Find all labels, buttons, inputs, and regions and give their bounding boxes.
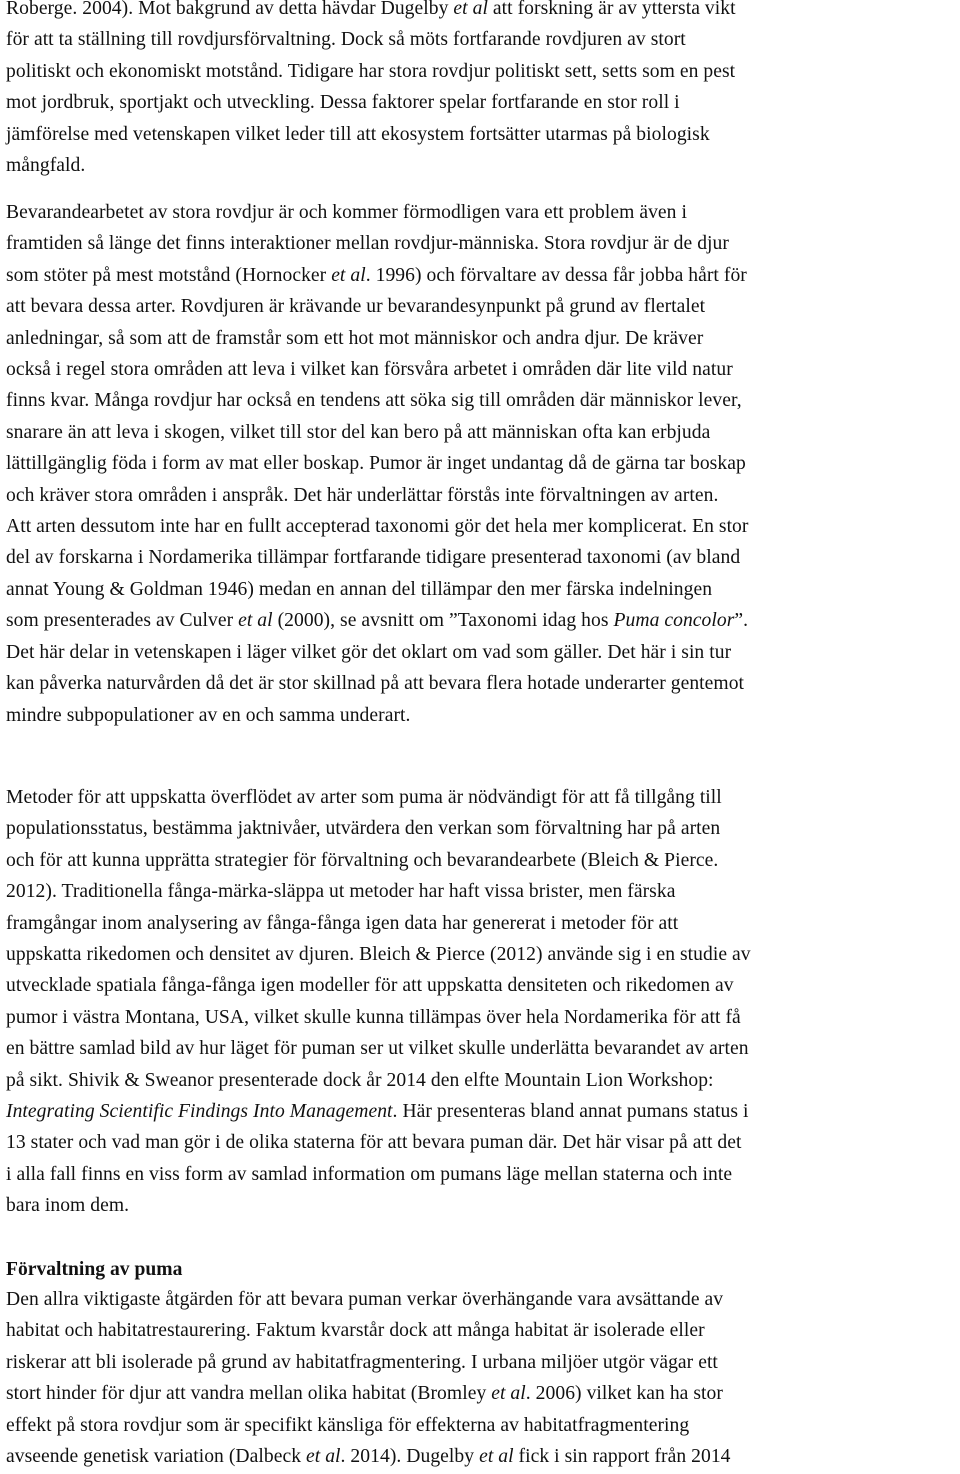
- text-line: [6, 1378, 731, 1409]
- text-line: [6, 908, 751, 939]
- italic-text: et al: [238, 610, 273, 632]
- text-line: [6, 1190, 751, 1221]
- italic-text: et al: [306, 1446, 341, 1468]
- text-line: [6, 782, 751, 813]
- section-heading: Förvaltning av puma: [6, 1259, 183, 1280]
- text-run: i alla fall finns en viss form av samlad information om pumans läge mellan staterna och inte: [6, 1163, 733, 1185]
- text-run: Roberge. 2004). Mot bakgrund av detta hävdar Dugelby: [6, 0, 454, 19]
- italic-text: et al: [479, 1446, 514, 1468]
- section-paragraph: [6, 1284, 731, 1472]
- text-line: [6, 1002, 751, 1033]
- text-run: anledningar, så som att de framstår som ett hot mot människor och andra djur. De kräver: [6, 327, 704, 349]
- text-line: [6, 0, 736, 24]
- italic-text: Integrating Scientific Findings Into Management: [6, 1101, 393, 1123]
- text-line: [6, 228, 748, 259]
- text-line: [6, 700, 748, 731]
- text-run: (2000), se avsnitt om ”Taxonomi idag hos: [272, 610, 614, 632]
- text-run: bara inom dem.: [6, 1195, 130, 1217]
- text-line: [6, 480, 748, 511]
- text-line: [6, 637, 748, 668]
- text-run: . 2014). Dugelby: [340, 1446, 480, 1468]
- italic-text: Puma concolor: [613, 610, 735, 632]
- text-line: [6, 24, 736, 55]
- text-line: [6, 1410, 731, 1441]
- paragraph-3: [6, 782, 751, 1222]
- text-line: [6, 323, 748, 354]
- text-run: snarare än att leva i skogen, vilket till stor del kan bero på att människan ofta kan erbjuda: [6, 421, 711, 443]
- text-run: . 1996) och förvaltare av dessa får jobba hårt för: [365, 264, 747, 286]
- text-run: utvecklade spatiala fånga-fånga igen modeller för att uppskatta densiteten och rikedomen av: [6, 975, 734, 997]
- text-line: [6, 845, 751, 876]
- text-run: finns kvar. Många rovdjur har också en tendens att söka sig till områden där människor lever,: [6, 390, 742, 412]
- text-run: politiskt och ekonomiskt motstånd. Tidigare har stora rovdjur politiskt sett, setts som en pest: [6, 60, 736, 82]
- text-line: [6, 1284, 731, 1315]
- italic-text: et al: [491, 1383, 526, 1405]
- text-run: som stöter på mest motstånd (Hornocker: [6, 264, 332, 286]
- text-line: [6, 1441, 731, 1472]
- text-run: och kräver stora områden i anspråk. Det här underlättar förstås inte förvaltningen av arten.: [6, 484, 719, 506]
- text-run: Att arten dessutom inte har en fullt accepterad taxonomi gör det hela mer komplicerat. En stor: [6, 516, 749, 538]
- text-run: framtiden så länge det finns interaktioner mellan rovdjur-människa. Stora rovdjur är de djur: [6, 233, 729, 255]
- text-run: kan påverka naturvården då det är stor skillnad på att bevara flera hotade underarter gentemot: [6, 673, 745, 695]
- text-line: [6, 87, 736, 118]
- text-run: fick i sin rapport från 2014: [513, 1446, 731, 1468]
- text-run: på sikt. Shivik & Sweanor presenterade dock år 2014 den elfte Mountain Lion Workshop:: [6, 1069, 714, 1091]
- text-run: effekt på stora rovdjur som är specifikt känsliga för effekterna av habitatfragmentering: [6, 1414, 690, 1436]
- text-line: [6, 417, 748, 448]
- text-line: [6, 542, 748, 573]
- text-line: [6, 939, 751, 970]
- text-line: [6, 260, 748, 291]
- text-run: Bevarandearbetet av stora rovdjur är och kommer förmodligen vara ett problem även i: [6, 202, 687, 223]
- italic-text: et al: [453, 0, 488, 19]
- text-run: riskerar att bli isolerade på grund av habitatfragmentering. I urbana miljöer utgör vägar ett: [6, 1351, 718, 1373]
- text-run: att forskning är av yttersta vikt: [487, 0, 736, 19]
- text-line: [6, 56, 736, 87]
- text-run: att bevara dessa arter. Rovdjuren är krävande ur bevarandesynpunkt på grund av flertalet: [6, 296, 706, 318]
- text-line: [6, 119, 736, 150]
- text-line: [6, 1347, 731, 1378]
- text-run: lättillgänglig föda i form av mat eller boskap. Pumor är inget undantag då de gärna tar boskap: [6, 453, 746, 475]
- text-run: populationsstatus, bestämma jaktnivåer, utvärdera den verkan som förvaltning har på arten: [6, 818, 721, 840]
- text-line: [6, 605, 748, 636]
- text-run: uppskatta rikedomen och densitet av djuren. Bleich & Pierce (2012) använde sig i en studie av: [6, 944, 751, 966]
- text-line: [6, 1315, 731, 1346]
- text-line: [6, 291, 748, 322]
- paragraph-2: [6, 197, 748, 731]
- text-line: [6, 1127, 751, 1158]
- text-line: [6, 1159, 751, 1190]
- text-line: [6, 448, 748, 479]
- text-run: . 2006) vilket kan ha stor: [525, 1383, 723, 1405]
- text-run: mindre subpopulationer av en och samma underart.: [6, 704, 411, 726]
- text-line: [6, 970, 751, 1001]
- text-line: [6, 813, 751, 844]
- text-line: [6, 574, 748, 605]
- text-run: . Här presenteras bland annat pumans status i: [392, 1101, 749, 1123]
- paragraph-1: [6, 0, 736, 181]
- text-run: 13 stater och vad man gör i de olika staterna för att bevara puman där. Det här visar på att det: [6, 1132, 742, 1154]
- text-line: [6, 150, 736, 181]
- text-run: mångfald.: [6, 155, 86, 177]
- text-run: mot jordbruk, sportjakt och utveckling. Dessa faktorer spelar fortfarande en stor roll i: [6, 92, 680, 114]
- italic-text: et al: [331, 264, 366, 286]
- text-run: del av forskarna i Nordamerika tillämpar fortfarande tidigare presenterad taxonomi (av bland: [6, 547, 741, 569]
- text-run: stort hinder för djur att vandra mellan olika habitat (Bromley: [6, 1383, 492, 1405]
- text-run: avseende genetisk variation (Dalbeck: [6, 1446, 306, 1468]
- text-run: ”.: [734, 610, 749, 632]
- text-run: jämförelse med vetenskapen vilket leder till att ekosystem fortsätter utarmas på biologisk: [6, 123, 710, 145]
- text-line: [6, 197, 748, 228]
- text-run: som presenterades av Culver: [6, 610, 239, 632]
- text-line: [6, 1065, 751, 1096]
- text-run: framgångar inom analysering av fånga-fånga igen data har genererat i metoder för att: [6, 912, 679, 934]
- text-line: [6, 668, 748, 699]
- text-line: [6, 1096, 751, 1127]
- text-line: [6, 876, 751, 907]
- text-run: pumor i västra Montana, USA, vilket skulle kunna tillämpas över hela Nordamerika för att få: [6, 1006, 741, 1028]
- text-run: annat Young & Goldman 1946) medan en annan del tillämpar den mer färska indelningen: [6, 578, 713, 600]
- text-run: Metoder för att uppskatta överflödet av arter som puma är nödvändigt för att få tillgång till: [6, 787, 722, 808]
- text-line: [6, 1033, 751, 1064]
- text-run: och för att kunna upprätta strategier för förvaltning och bevarandearbete (Bleich & Pierce.: [6, 849, 719, 871]
- text-run: en bättre samlad bild av hur läget för puman ser ut vilket skulle underlätta bevarandet av arten: [6, 1038, 749, 1060]
- text-line: [6, 354, 748, 385]
- text-run: Den allra viktigaste åtgärden för att bevara puman verkar överhängande vara avsättande av: [6, 1289, 724, 1310]
- text-run: också i regel stora områden att leva i vilket kan försvåra arbetet i områden där lite vild natur: [6, 359, 733, 381]
- text-run: habitat och habitatrestaurering. Faktum kvarstår dock att många habitat är isolerade eller: [6, 1320, 705, 1342]
- text-line: [6, 385, 748, 416]
- text-run: Det här delar in vetenskapen i läger vilket gör det oklart om vad som gäller. Det här i sin tur: [6, 641, 732, 663]
- text-run: 2012). Traditionella fånga-märka-släppa ut metoder har haft vissa brister, men färska: [6, 881, 676, 903]
- text-line: [6, 511, 748, 542]
- text-run: för att ta ställning till rovdjursförvaltning. Dock så möts fortfarande rovdjuren av stort: [6, 29, 686, 51]
